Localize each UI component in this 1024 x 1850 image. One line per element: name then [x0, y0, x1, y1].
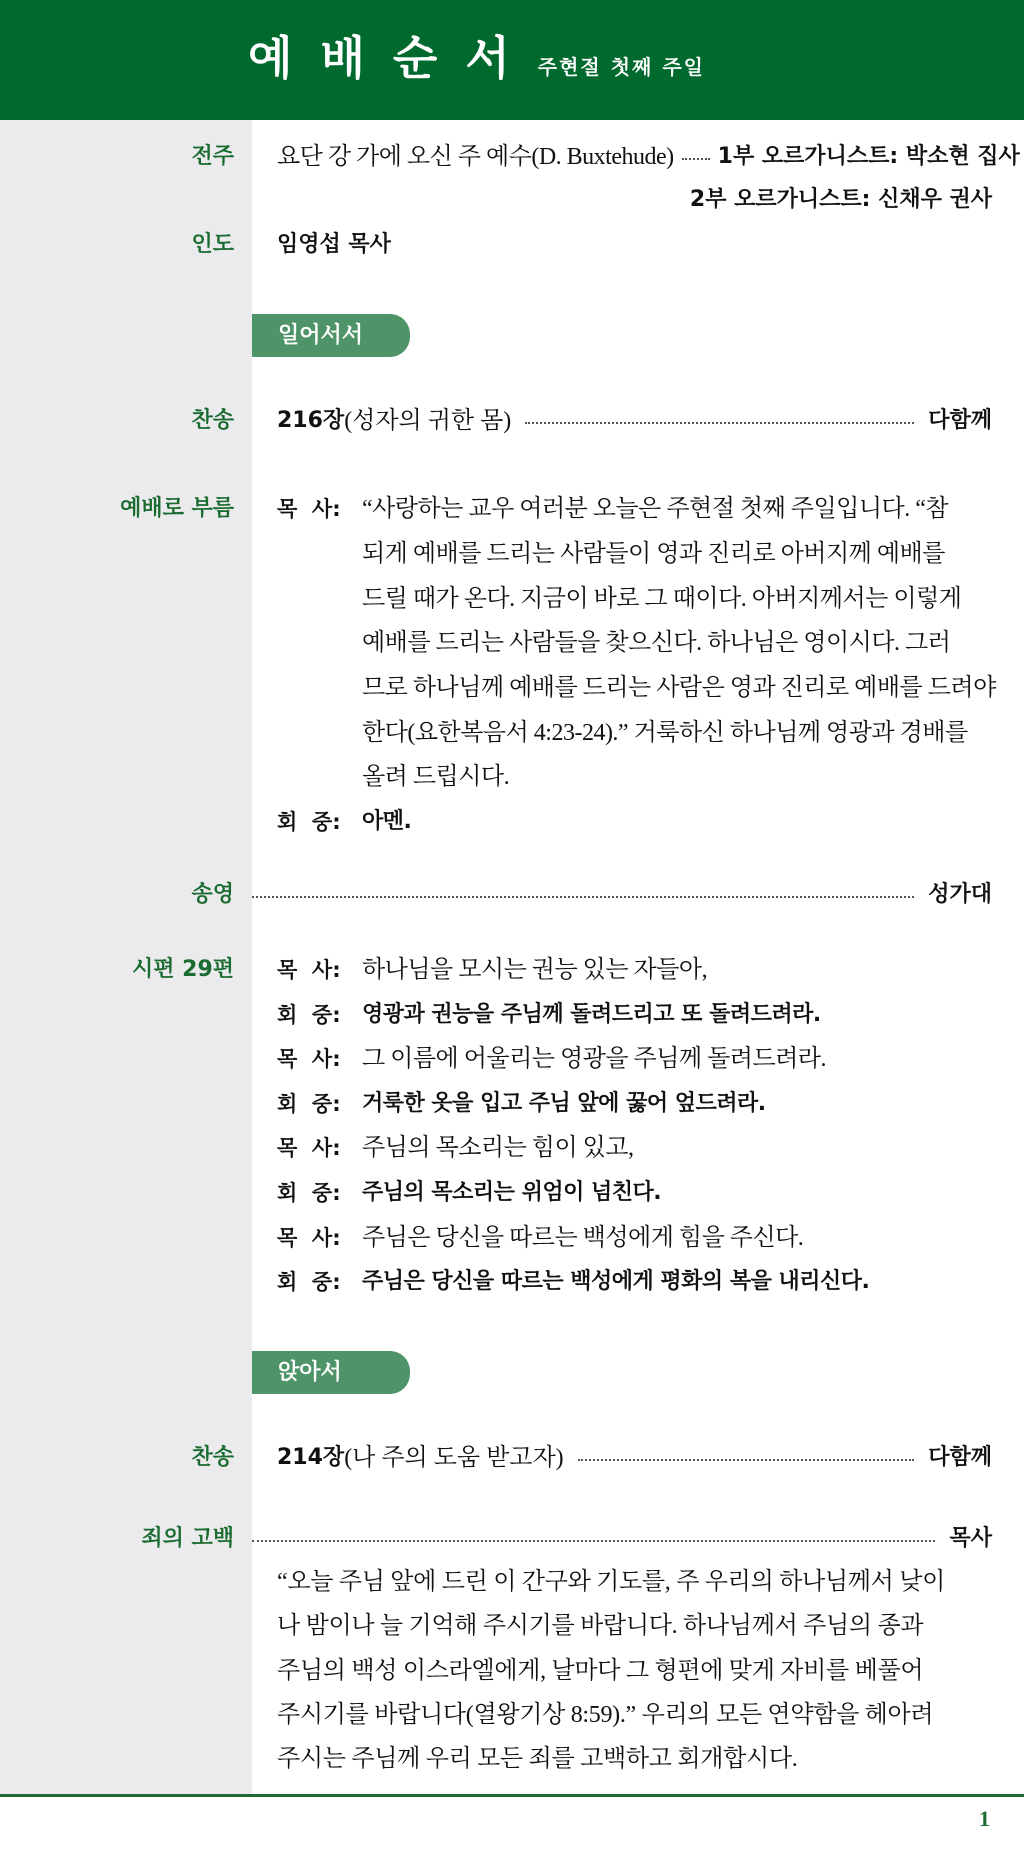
- organist-2: 2부 오르가니스트: 신채우 권사: [689, 187, 992, 212]
- call-label: 예배로 부름: [120, 496, 234, 521]
- confession-line: 주시기를 바랍니다(열왕기상 8:59).” 우리의 모든 연약함을 헤아려: [277, 1702, 934, 1728]
- call-cong-text: 아멘.: [362, 809, 412, 834]
- confession-line: 주시는 주님께 우리 모든 죄를 고백하고 회개합시다.: [277, 1746, 798, 1772]
- call-line: 한다(요한복음서 4:23-24).” 거룩하신 하나님께 영광과 경배를: [362, 720, 968, 746]
- anthem-by: 성가대: [928, 882, 992, 907]
- hymn1-label: 찬송: [191, 408, 234, 433]
- leader-name: 임영섭 목사: [277, 232, 391, 257]
- dot-leader: [525, 422, 914, 424]
- organist-1: 1부 오르가니스트: 박소현 집사: [717, 144, 1020, 169]
- psalm-line: 거룩한 옷을 입고 주님 앞에 꿇어 엎드려라.: [362, 1090, 766, 1116]
- psalm-line: 그 이름에 어울리는 영광을 주님께 돌려드려라.: [362, 1046, 826, 1073]
- confession-line: 나 밤이나 늘 기억해 주시기를 바랍니다. 하나님께서 주님의 종과: [277, 1613, 924, 1639]
- call-line: 예배를 드리는 사람들을 찾으신다. 하나님은 영이시다. 그러: [362, 630, 951, 656]
- confession-label: 죄의 고백: [141, 1526, 234, 1551]
- confession-line: “오늘 주님 앞에 드린 이 간구와 기도를, 주 우리의 하나님께서 낮이: [277, 1569, 946, 1595]
- call-line: 되게 예배를 드리는 사람들이 영과 진리로 아버지께 예배를: [362, 541, 945, 567]
- psalm-line: 주님은 당신을 따르는 백성에게 평화의 복을 내리신다.: [362, 1269, 870, 1295]
- psalm-speaker: 목 사:: [277, 1136, 341, 1161]
- hymn2-title: (나 주의 도움 받고자): [344, 1445, 564, 1471]
- psalm-speaker: 회 중:: [277, 1270, 341, 1295]
- header-bar: [0, 0, 1024, 120]
- page-number: 1: [979, 1806, 990, 1831]
- page-title: 예 배 순 서: [248, 31, 516, 85]
- confession-by: 목사: [949, 1526, 992, 1551]
- footer-divider: [0, 1794, 1024, 1797]
- psalm-speaker: 목 사:: [277, 1225, 341, 1250]
- header-title-line: [248, 22, 705, 85]
- prelude-label: 전주: [191, 144, 234, 169]
- hymn1-title: (성자의 귀한 몸): [344, 408, 512, 434]
- call-line: 드릴 때가 온다. 지금이 바로 그 때이다. 아버지께서는 이렇게: [362, 586, 962, 612]
- psalm-line: 주님은 당신을 따르는 백성에게 힘을 주신다.: [362, 1224, 804, 1251]
- page-subtitle: 주현절 첫째 주일: [537, 55, 705, 79]
- hymn2-by: 다함께: [928, 1445, 992, 1470]
- call-pastor-speaker: 목 사:: [277, 497, 341, 521]
- confession-line: 주님의 백성 이스라엘에게, 날마다 그 형편에 맞게 자비를 베풀어: [277, 1658, 924, 1684]
- prelude-title: 요단 강 가에 오신 주 예수(D. Buxtehude): [277, 144, 674, 170]
- call-line: 올려 드립시다.: [362, 764, 510, 790]
- hymn2-number: 214장: [277, 1445, 345, 1470]
- psalm-line: 주님의 목소리는 위엄이 넘친다.: [362, 1180, 662, 1205]
- psalm-speaker: 회 중:: [277, 1091, 341, 1116]
- call-cong-speaker: 회 중:: [277, 810, 341, 834]
- psalm-line: 하나님을 모시는 권능 있는 자들아,: [362, 957, 708, 983]
- call-line: 므로 하나님께 예배를 드리는 사람은 영과 진리로 예배를 드려야: [362, 675, 996, 701]
- hymn1-number: 216장: [277, 408, 345, 433]
- psalm-speaker: 목 사:: [277, 1047, 341, 1072]
- sit-down-badge: 앉아서: [252, 1351, 410, 1394]
- hymn2-row: [277, 1436, 992, 1480]
- anthem-label: 송영: [191, 882, 234, 907]
- dot-leader: [682, 158, 710, 160]
- hymn1-row: [277, 399, 992, 443]
- psalm-line: 주님의 목소리는 힘이 있고,: [362, 1135, 634, 1162]
- dot-leader: [252, 896, 914, 898]
- stand-up-badge: 일어서서: [252, 314, 410, 357]
- psalm-label: 시편 29편: [131, 957, 234, 982]
- dot-leader: [252, 1540, 935, 1542]
- hymn1-by: 다함께: [928, 408, 992, 433]
- psalm-speaker: 회 중:: [277, 1181, 341, 1205]
- psalm-speaker: 회 중:: [277, 1002, 341, 1027]
- leader-label: 인도: [191, 232, 234, 257]
- psalm-line: 영광과 권능을 주님께 돌려드리고 또 돌려드려라.: [362, 1001, 821, 1027]
- psalm-speaker: 목 사:: [277, 958, 341, 982]
- dot-leader: [578, 1459, 915, 1461]
- prelude-row: [277, 135, 1020, 179]
- hymn2-label: 찬송: [191, 1445, 234, 1470]
- anthem-row: [252, 873, 992, 917]
- confession-row: [252, 1517, 992, 1561]
- call-line: “사랑하는 교우 여러분 오늘은 주현절 첫째 주일입니다. “참: [362, 496, 949, 522]
